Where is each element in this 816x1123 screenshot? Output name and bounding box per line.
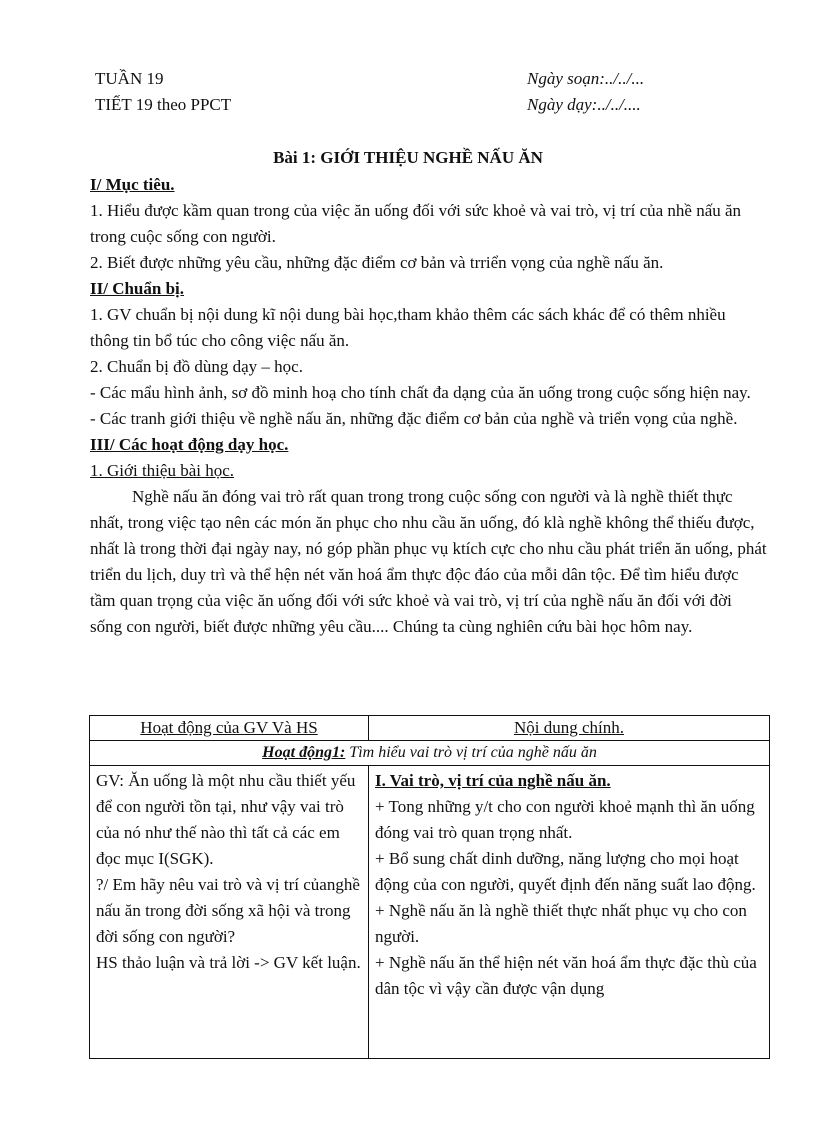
activity-label: Hoạt động1: (262, 744, 346, 761)
objective-item: 1. Hiểu được kầm quan trong của việc ăn uống đối với sức khoẻ và vai trò, vị trí của nhề nấu ăn trong cuộc sống con người. (90, 201, 742, 246)
preparation-item: 2. Chuẩn bị đồ dùng dạy – học. (90, 357, 303, 376)
activity-title-cell (90, 741, 770, 766)
prep-date: Ngày soạn:../../... (527, 69, 645, 88)
lesson-content (90, 172, 768, 640)
cell-line: + Nghề nấu ăn thể hiện nét văn hoá ẩm thực đặc thù của dân tộc vì vậy cần được vận dụng (375, 953, 757, 998)
teacher-student-cell (90, 766, 369, 1059)
objectives-heading: I/ Mục tiêu. (90, 175, 175, 194)
cell-line: GV: Ăn uống là một nhu cầu thiết yếu để con người tồn tại, như vậy vai trò của nó như thế nào thì tất cả các em đọc mục I(SGK). (96, 771, 356, 868)
header-left (95, 66, 231, 118)
objective-item: 2. Biết được những yêu cầu, những đặc điểm cơ bản và trriển vọng của nghề nấu ăn. (90, 253, 664, 272)
intro-heading: 1. Giới thiệu bài học. (90, 461, 235, 480)
lesson-title: Bài 1: GIỚI THIỆU NGHỀ NẤU ĂN (273, 148, 543, 167)
table-activity-row (90, 741, 770, 766)
week-label: TUẦN 19 (95, 69, 164, 88)
table-row (90, 766, 770, 1059)
cell-line: ?/ Em hãy nêu vai trò và vị trí củanghề nấu ăn trong đời sống xã hội và trong đời sống con người? (96, 875, 360, 946)
activities-heading: III/ Các hoạt động dạy học. (90, 435, 289, 454)
cell-line: + Tong những y/t cho con người khoẻ mạnh thì ăn uống đóng vai trò quan trọng nhất. (375, 797, 755, 842)
content-heading: I. Vai trò, vị trí của nghề nấu ăn. (375, 771, 611, 790)
header-right (527, 66, 644, 118)
cell-line: HS thảo luận và trả lời -> GV kết luận. (96, 953, 361, 972)
preparation-item: - Các tranh giới thiệu về nghề nấu ăn, những đặc điểm cơ bản của nghề và triển vọng của nghề. (90, 409, 738, 428)
col-header-content: Nội dung chính. (369, 716, 770, 741)
cell-line: + Nghề nấu ăn là nghề thiết thực nhất phục vụ cho con người. (375, 901, 747, 946)
period-label: TIẾT 19 theo PPCT (95, 95, 232, 114)
activity-description: Tìm hiểu vai trò vị trí của nghề nấu ăn (345, 744, 597, 761)
main-content-cell (369, 766, 770, 1059)
intro-paragraph: Nghề nấu ăn đóng vai trò rất quan trong trong cuộc sống con người và là nghề thiết thực nhất, trong việc tạo nên các món ăn phục cho nhu cầu ăn uống, đó klà nghề không thể thiếu được, nhất là trong thời đại ngày nay, nó góp phần phục vụ ktích cực cho nhu cầu phát triển ăn uống, phát triển du lịch, duy trì và thể hện nét văn hoá ẩm thực độc đáo của mỗi dân tộc. Để tìm hiểu được tầm quan trọng của việc ăn uống đối với sức khoẻ và vai trò, vị trí của nghề nấu ăn đối với đời sống con người, biết được những yêu cầu.... Chúng ta cùng nghiên cứu bài học hôm nay. (90, 487, 767, 636)
cell-line: + Bổ sung chất dinh dưỡng, năng lượng cho mọi hoạt động của con người, quyết định đến năng suất lao động. (375, 849, 756, 894)
col-header-activities: Hoạt động của GV Và HS (90, 716, 369, 741)
table-header-row (90, 716, 770, 741)
activity-table (89, 715, 770, 1059)
preparation-heading: II/ Chuẩn bị. (90, 279, 185, 298)
preparation-item: - Các mẩu hình ảnh, sơ đồ minh hoạ cho tính chất đa dạng của ăn uống trong cuộc sống hiện nay. (90, 383, 751, 402)
preparation-item: 1. GV chuẩn bị nội dung kĩ nội dung bài học,tham khảo thêm các sách khác để có thêm nhiều thông tin bổ túc cho công việc nấu ăn. (90, 305, 726, 350)
teach-date: Ngày dạy:../../.... (527, 95, 641, 114)
